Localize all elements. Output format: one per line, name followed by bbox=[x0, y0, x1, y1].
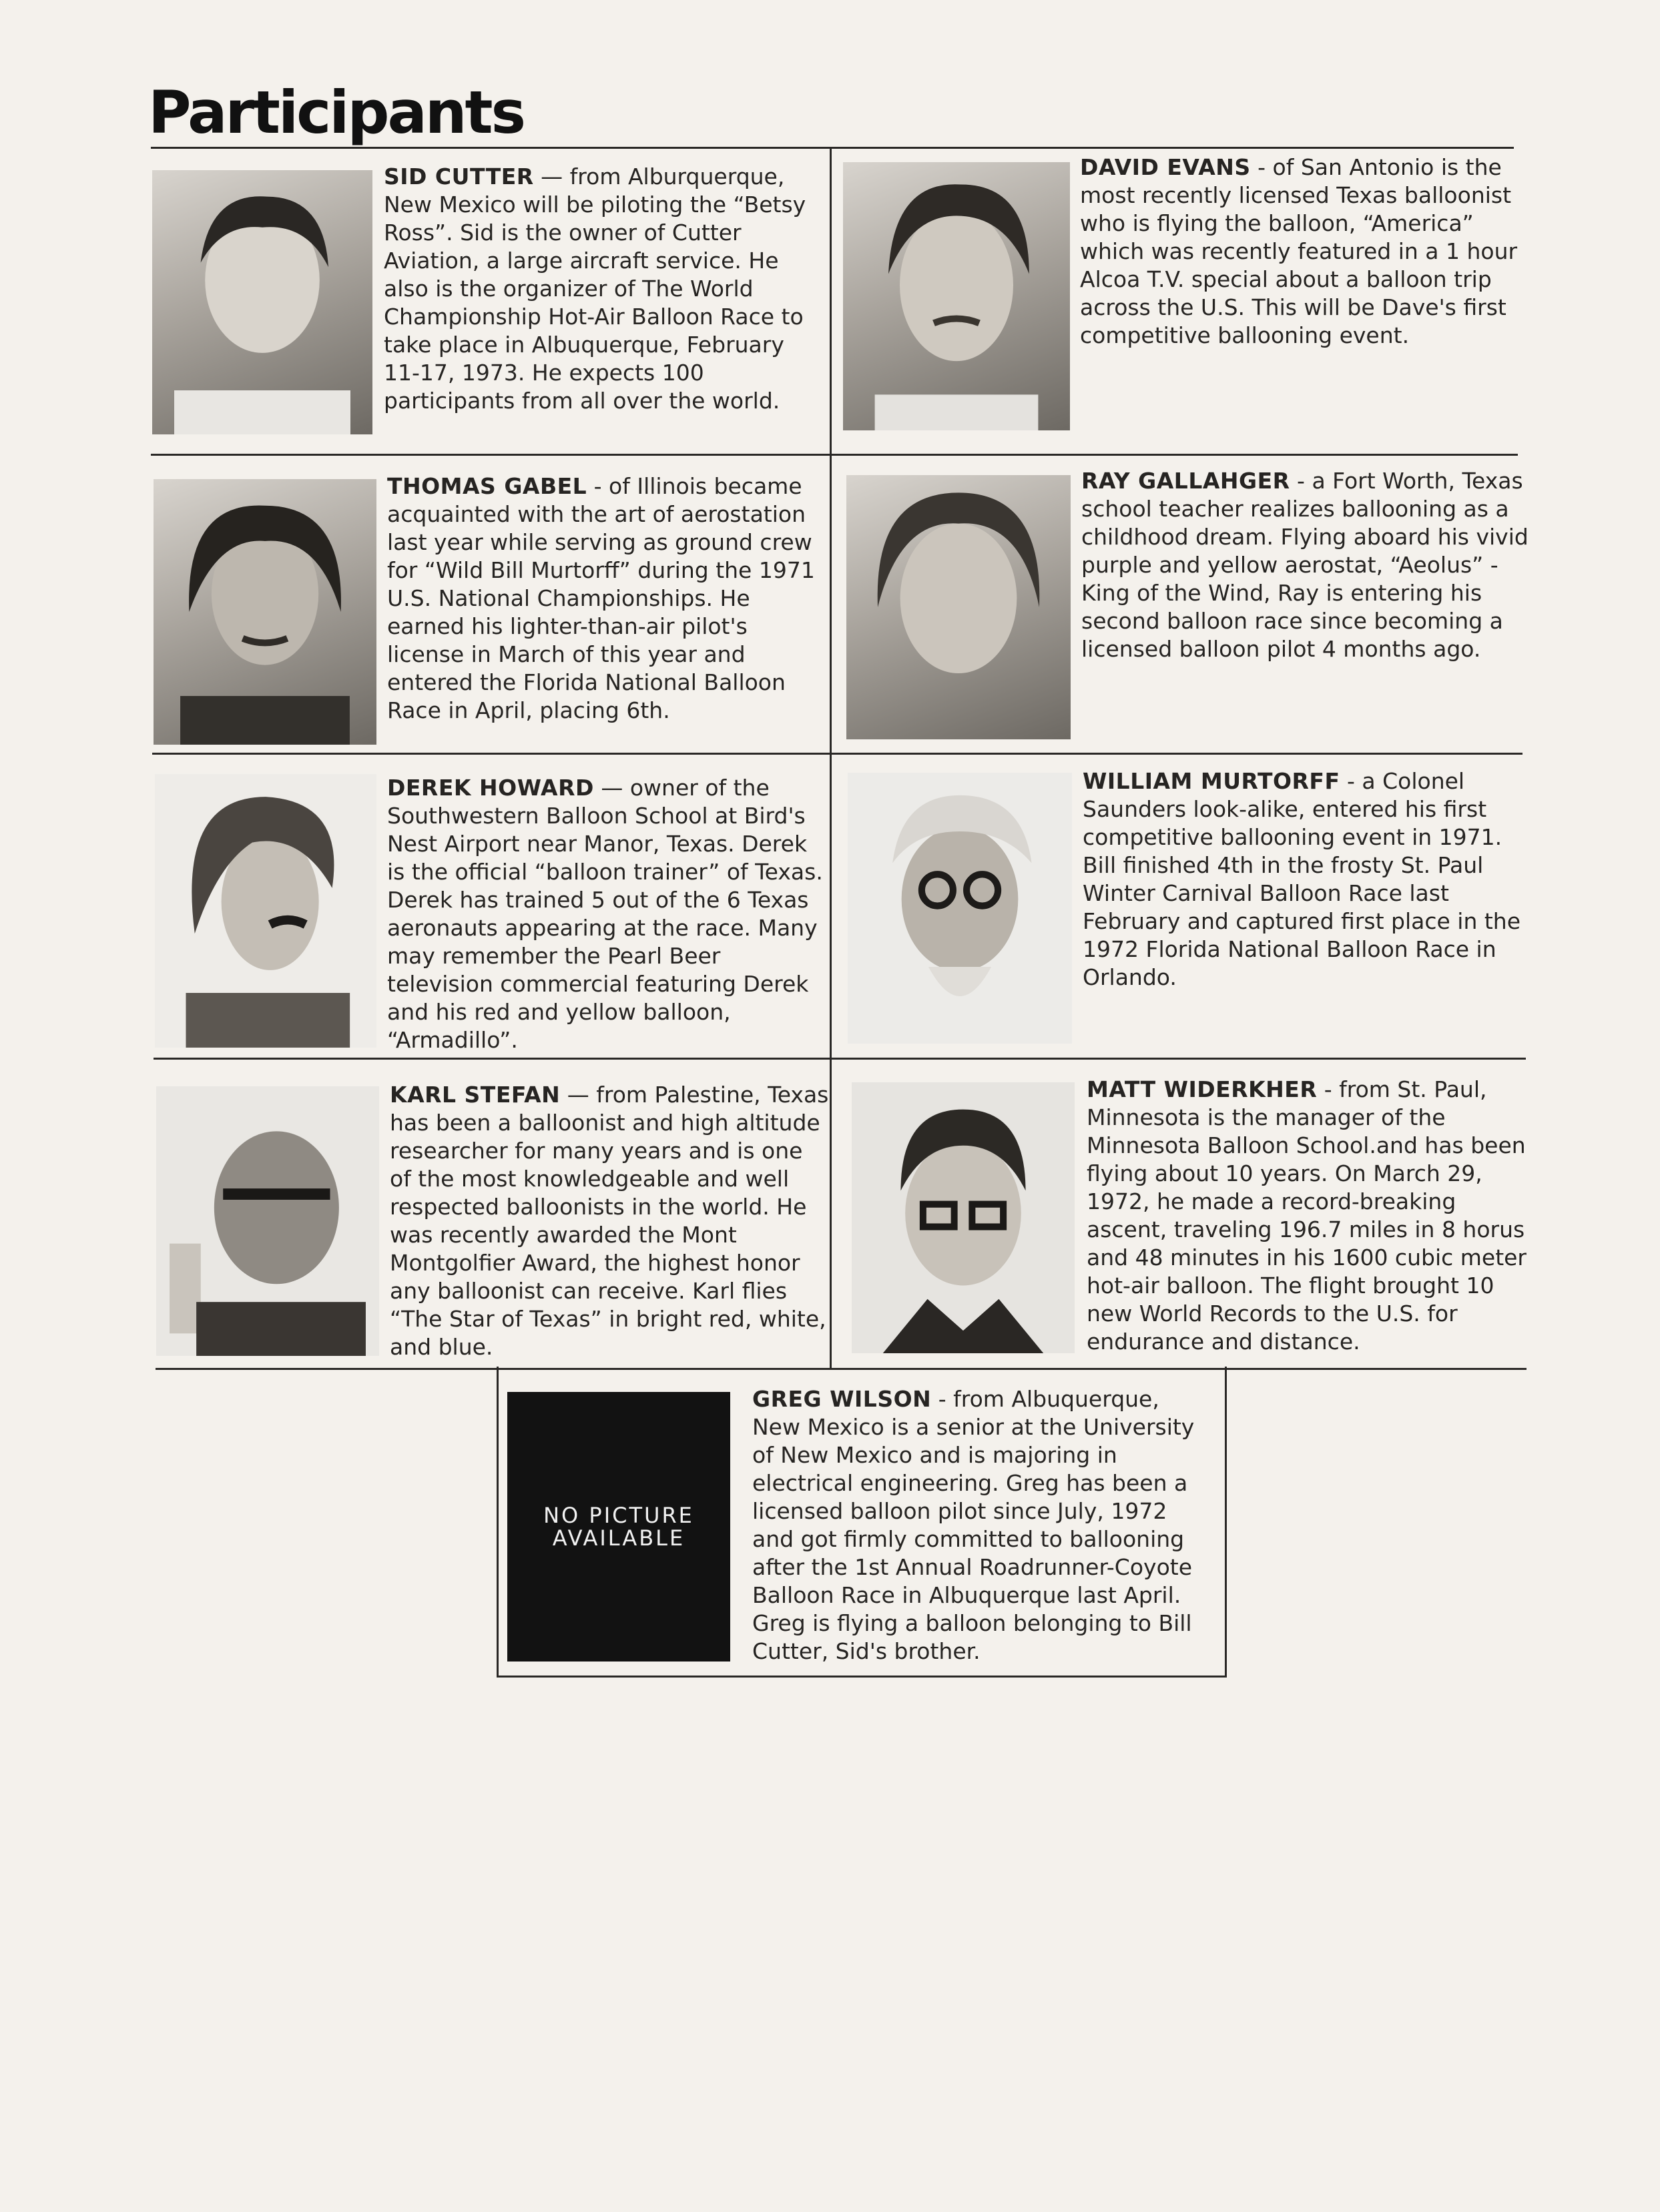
portrait-photo bbox=[155, 774, 376, 1048]
participant-bio bbox=[1080, 153, 1534, 350]
participant-description: - from Albuquerque, New Mexico is a senior at the University of New Mexico and is majoring in electrical engineering. Greg has been a licensed balloon pilot since July, 1972 and got firmly committed to ballooning after the 1st Annual Roadrunner-Coyote Balloon Race in Albuquerque last April. Greg is flying a balloon belonging to Bill Cutter, Sid's brother. bbox=[752, 1386, 1195, 1664]
portrait-photo bbox=[154, 479, 376, 745]
rule-row1 bbox=[151, 454, 1518, 456]
participant-name: MATT WIDERKHER bbox=[1087, 1076, 1318, 1102]
portrait-photo bbox=[843, 162, 1070, 430]
rule-row3 bbox=[154, 1058, 1526, 1060]
participant-bio bbox=[390, 1081, 830, 1361]
participant-description: - a Colonel Saunders look-alike, entered his first competitive ballooning event in 1971. Bill finished 4th in the frosty St. Paul Winter Carnival Balloon Race last February and captured first place in the 1972 Florida National Balloon Race in Orlando. bbox=[1083, 768, 1521, 990]
no-picture-label: NO PICTURE AVAILABLE bbox=[543, 1503, 694, 1551]
participant-description: - of Illinois became acquainted with the art of aerostation last year while serving as ground crew for “Wild Bill Murtorff” during the 1971 U.S. National Championships. He earned his lighter-than-air pilot's license in March of this year and entered the Florida National Balloon Race in April, placing 6th. bbox=[387, 473, 815, 723]
participant-bio bbox=[1087, 1076, 1541, 1356]
portrait-photo bbox=[156, 1086, 379, 1356]
portrait-photo bbox=[848, 773, 1072, 1044]
participant-name: SID CUTTER bbox=[384, 163, 534, 190]
participant-name: DAVID EVANS bbox=[1080, 154, 1251, 180]
participant-bio bbox=[1081, 467, 1535, 663]
page-title: Participants bbox=[148, 78, 524, 147]
participant-name: DEREK HOWARD bbox=[387, 775, 594, 801]
portrait-photo bbox=[152, 170, 372, 434]
portrait-photo bbox=[846, 475, 1071, 739]
participant-name: GREG WILSON bbox=[752, 1386, 932, 1412]
participant-name: KARL STEFAN bbox=[390, 1082, 561, 1108]
rule-top bbox=[151, 147, 1514, 149]
rule-row2 bbox=[152, 753, 1523, 755]
portrait-photo bbox=[852, 1082, 1075, 1353]
participant-name: WILLIAM MURTORFF bbox=[1083, 768, 1340, 794]
participant-description: - from St. Paul, Minnesota is the manager of the Minnesota Balloon School.and has been flying about 10 years. On March 29, 1972, he made a record-breaking ascent, traveling 196.7 miles in 8 horus and 48 minutes in his 1600 cubic meter hot-air balloon. The flight brought 10 new World Records to the U.S. for endurance and distance. bbox=[1087, 1076, 1527, 1355]
participant-bio bbox=[387, 472, 828, 725]
participant-description: - of San Antonio is the most recently licensed Texas balloonist who is flying the balloon, “America” which was recently featured in a 1 hour Alcoa T.V. special about a balloon trip across the U.S. This will be Dave's first competitive ballooning event. bbox=[1080, 154, 1518, 348]
participant-bio bbox=[387, 774, 828, 1054]
no-picture-placeholder bbox=[507, 1392, 730, 1662]
participant-name: THOMAS GABEL bbox=[387, 473, 587, 499]
participant-description: — from Palestine, Texas has been a balloonist and high altitude researcher for many years and is one of the most knowledgeable and well respected balloonists in the world. He was recently awarded the Mont Montgolfier Award, the highest honor any balloonist can receive. Karl flies “The Star of Texas” in bright red, white, and blue. bbox=[390, 1082, 829, 1360]
participant-description: - a Fort Worth, Texas school teacher realizes ballooning as a childhood dream. Flying aboard his vivid purple and yellow aerostat, “Aeolus” - King of the Wind, Ray is entering his second balloon race since becoming a licensed balloon pilot 4 months ago. bbox=[1081, 468, 1529, 662]
participant-bio bbox=[752, 1385, 1213, 1666]
participant-description: — from Alburquerque, New Mexico will be piloting the “Betsy Ross”. Sid is the owner of Cutter Aviation, a large aircraft service. He also is the organizer of The World Championship Hot-Air Balloon Race to take place in Albuquerque, February 11-17, 1973. He expects 100 participants from all over the world. bbox=[384, 163, 806, 414]
participant-name: RAY GALLAHGER bbox=[1081, 468, 1290, 494]
participant-description: — owner of the Southwestern Balloon School at Bird's Nest Airport near Manor, Texas. Derek is the official “balloon trainer” of Texas. Derek has trained 5 out of the 6 Texas aeronauts appearing at the race. Many may remember the Pearl Beer television commercial featuring Derek and his red and yellow balloon, “Armadillo”. bbox=[387, 775, 823, 1053]
participant-bio bbox=[384, 163, 824, 415]
participant-bio bbox=[1083, 767, 1537, 992]
